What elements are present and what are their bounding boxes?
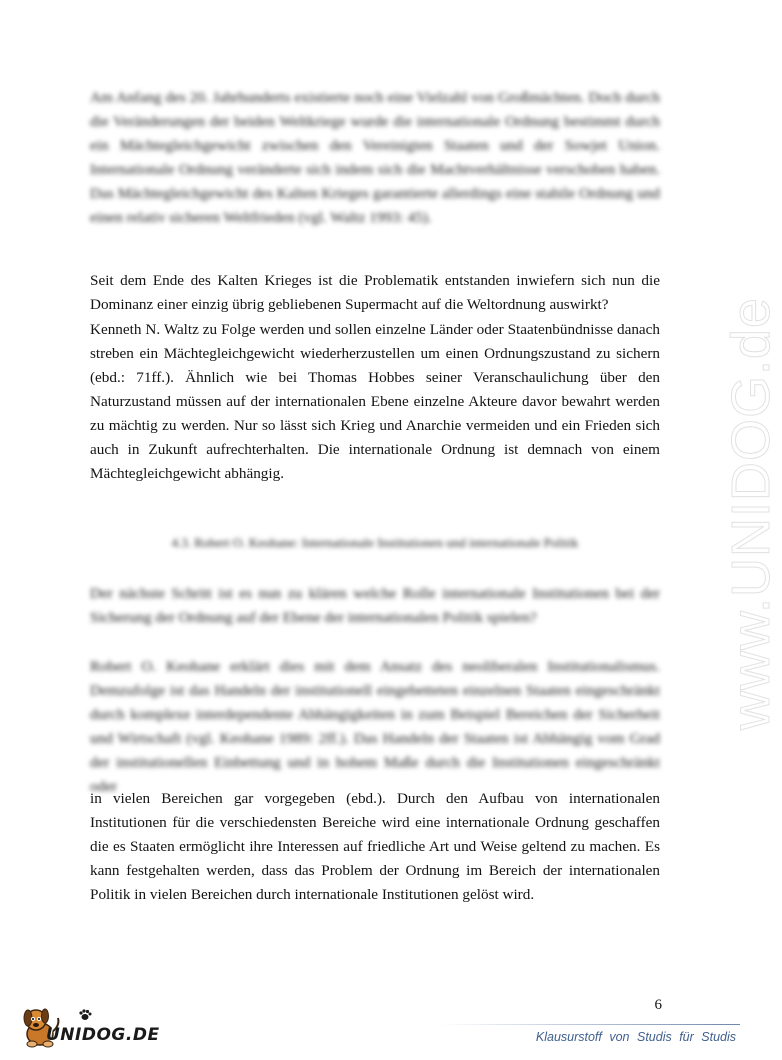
paragraph-blurred-intro: Am Anfang des 20. Jahrhunderts existierte noch eine Vielzahl von Großmächten. Doch durch die Veränderungen der beiden Weltkriege wurde die internationale Ordnung bestimmt durch ein Mächtegleichgewicht zwischen den Vereinigten Staaten und der Sowjet Union. Internationale Ordnung veränderte sich indem sich die Machtverhältnisse verschoben haben. Das Mächtegleichgewicht des Kalten Krieges garantierte allerdings eine stabile Ordnung und einen relativ sicheren Weltfrieden (vgl. Waltz 1993: 45). [90,89,660,226]
paragraph-cold-war-problem: Seit dem Ende des Kalten Krieges ist die Problematik entstanden inwiefern sich nun die Dominanz einer einzig übrig gebliebenen Supermacht auf die Weltordnung auswirkt? [90,272,660,313]
footer-divider [440,1024,740,1025]
paragraph-blurred-question: Der nächste Schritt ist es nun zu klären welche Rolle internationale Institutionen bei der Sicherung der Ordnung auf der Ebene der internationalen Politik spielen? [90,585,660,626]
page-number: 6 [654,997,662,1013]
watermark-url: www.UNIDOG.de [721,296,781,730]
paragraph-institutions: in vielen Bereichen gar vorgegeben (ebd.). Durch den Aufbau von internationalen Institutionen für die verschiedensten Bereiche wird eine internationale Ordnung geschaffen die es Staaten ermöglicht ihre Interessen auf friedliche Art und Weise geltend zu machen. Es kann festgehalten werden, dass das Problem der Ordnung im Bereich der internationalen Politik in vielen Bereichen durch internationale Institutionen gelöst wird. [90,790,660,903]
section-heading-keohane: 4.3. Robert O. Keohane: Internationale Institutionen und internationale Politik [171,535,579,550]
footer-tagline: Klausurstoff von Studis für Studis [535,1030,736,1044]
paragraph-waltz: Kenneth N. Waltz zu Folge werden und sollen einzelne Länder oder Staatenbündnisse danach streben ein Mächtegleichgewicht wiederherzustellen um einen Ordnungszustand zu sichern (ebd.: 71ff.). Ähnlich wie bei Thomas Hobbes seiner Veranschaulichung über den Naturzustand müssen auf der internationalen Ebene einzelne Akteure davor bewahrt werden zu mächtig zu werden. Nur so lässt sich Krieg und Anarchie vermeiden und ein Frieden sich auch in Zukunft aufrechterhalten. Die internationale Ordnung ist demnach von einem Mächtegleichgewicht abhängig. [90,321,660,482]
logo-text: UNIDOG.DE [46,1025,160,1045]
paw-icon [78,1008,92,1022]
paragraph-blurred-keohane: Robert O. Keohane erklärt dies mit dem Ansatz des neoliberalen Institutionalismus. Demzufolge ist das Handeln der institutionell eingebetteten einzelnen Staaten eingeschränkt durch komplexe interdependente Abhängigkeiten in zum Beispiel Bereichen der Sicherheit und Wirtschaft (vgl. Keohane 1989: 2ff.). Das Handeln der Staaten ist Abhängig vom Grad der institutionellen Einbettung und in hohem Maße durch die Institutionen eingeschränkt oder [90,658,660,795]
